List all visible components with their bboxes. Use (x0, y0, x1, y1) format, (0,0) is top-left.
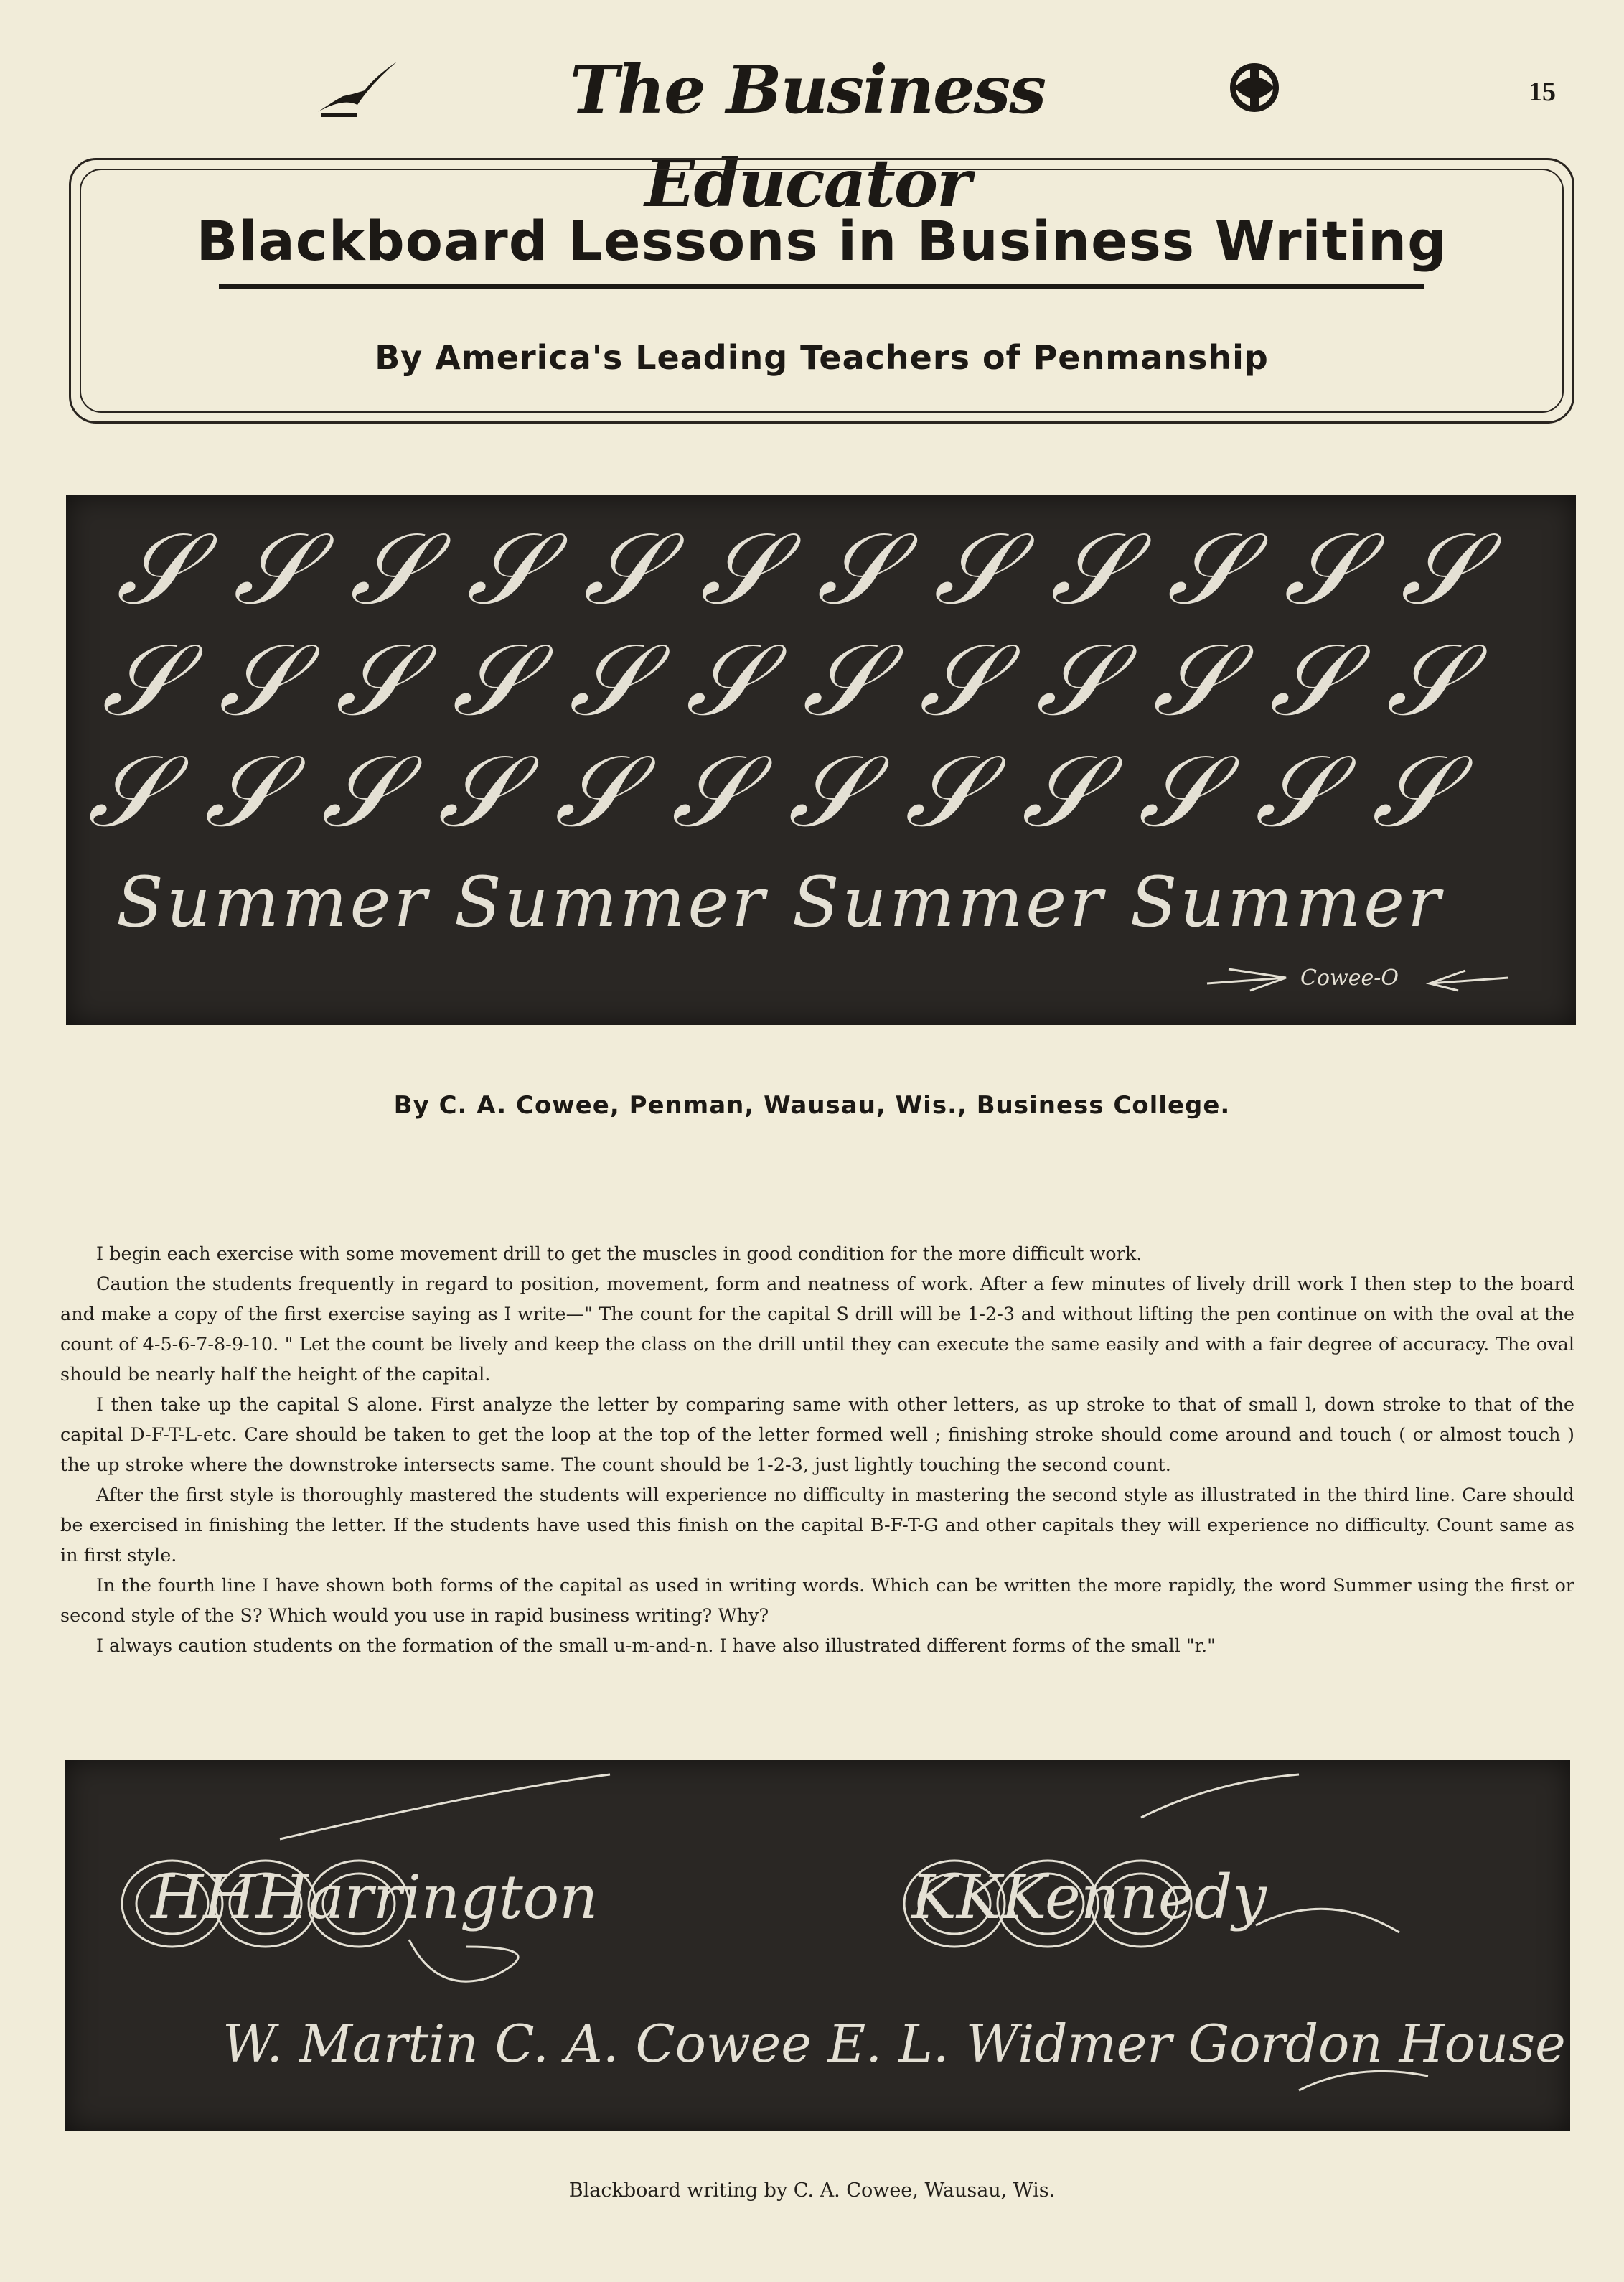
signature-kennedy: KKKennedy (911, 1862, 1267, 1932)
paragraph-3: I then take up the capital S alone. First analyze the letter by comparing same with other letters, as up stroke to that of small l, down stroke to that of the capital D-F-T-L-etc. Care should be taken to get the loop at the top of the letter formed well ; finishing stroke should come around and touch ( or almost touch ) the up stroke where the downstroke intersects same. The count should be 1-2-3, just lightly touching the second count. (60, 1394, 1574, 1476)
page-number: 15 (1529, 77, 1556, 107)
masthead-title: The Business Educator (569, 51, 1046, 222)
blackboard-signatures-image (65, 1760, 1570, 2131)
signature-line-2: W. Martin C. A. Cowee E. L. Widmer Gordon House (222, 2014, 1566, 2074)
blackboard-signatures-svg (65, 1760, 1570, 2131)
blackboard-drill-image (66, 495, 1576, 1025)
article-body (60, 1239, 1574, 1661)
paragraph-2: Caution the students frequently in regard to position, movement, form and neatness of work. After a few minutes of lively drill work I then step to the board and make a copy of the first exercise saying as I write—" The count for the capital S drill will be 1-2-3 and without lifting the pen continue on with the oval at the count of 4-5-6-7-8-9-10. " Let the count be lively and keep the class on the drill until they can execute the same easily and with a fair degree of accuracy. The oval should be nearly half the height of the capital. (60, 1273, 1574, 1385)
blackboard-drill-svg (66, 495, 1576, 1025)
signature-harrington: HHHarrington (151, 1862, 599, 1932)
quill-icon (314, 55, 400, 119)
masthead (0, 43, 1624, 222)
ornament-emblem-icon (1226, 59, 1283, 116)
title-underline (219, 284, 1424, 289)
image-caption: Blackboard writing by C. A. Cowee, Wausau, Wis. (568, 2179, 1056, 2202)
paragraph-6: I always caution students on the formation of the small u-m-and-n. I have also illustrated different forms of the small "r." (96, 1635, 1216, 1657)
page-subtitle: By America's Leading Teachers of Penmanship (375, 338, 1269, 377)
drill-row-1: 𝒮 𝒮 𝒮 𝒮 𝒮 𝒮 𝒮 𝒮 𝒮 𝒮 𝒮 𝒮 (116, 511, 1482, 627)
page-title: Blackboard Lessons in Business Writing (196, 209, 1447, 273)
drill-row-4: Summer Summer Summer Summer (116, 862, 1443, 943)
board-signature: Cowee-O (1300, 965, 1399, 991)
header-box (69, 158, 1574, 424)
drill-row-3: 𝒮 𝒮 𝒮 𝒮 𝒮 𝒮 𝒮 𝒮 𝒮 𝒮 𝒮 𝒮 (88, 734, 1453, 849)
paragraph-4: After the first style is thoroughly mastered the students will experience no difficulty in mastering the second style as illustrated in the third line. Care should be exercised in finishing the letter. If the students have used this finish on the capital B-F-T-G and other capitals they will experience no difficulty. Count same as in first style. (60, 1484, 1574, 1566)
drill-row-2: 𝒮 𝒮 𝒮 𝒮 𝒮 𝒮 𝒮 𝒮 𝒮 𝒮 𝒮 𝒮 (102, 622, 1468, 738)
paragraph-5: In the fourth line I have shown both forms of the capital as used in writing words. Which can be written the more rapidly, the word Summer using the first or second style of the S? Which would you use in rapid business writing? Why? (60, 1575, 1574, 1627)
paragraph-1: I begin each exercise with some movement drill to get the muscles in good condition for the more difficult work. (96, 1243, 1142, 1265)
author-byline: By C. A. Cowee, Penman, Wausau, Wis., Business College. (393, 1091, 1231, 1120)
